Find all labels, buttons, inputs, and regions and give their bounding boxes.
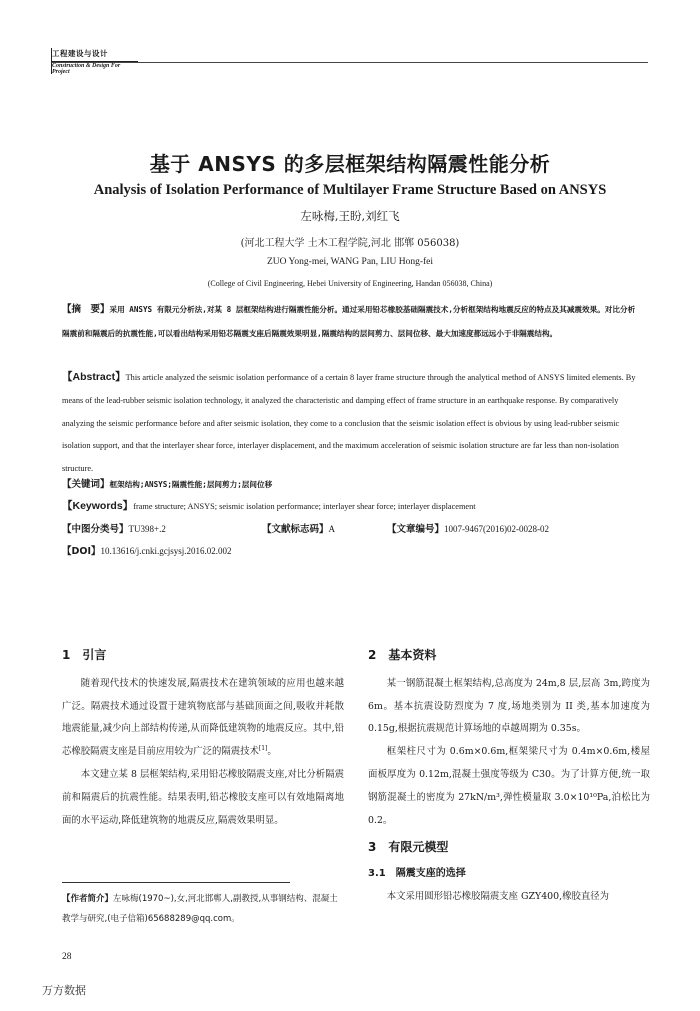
clc-value: TU398+.2 xyxy=(128,524,166,534)
section-2-paragraph-1: 某一钢筋混凝土框架结构,总高度为 24m,8 层,层高 3m,跨度为 6m。基本抗震设防烈度为 7 度,场地类别为 II 类,基本加速度为 0.15g,根据抗震规范计算场地的卓越周期为 0.35s。 xyxy=(368,677,650,735)
footnote-label: 【作者简介】 xyxy=(62,894,114,904)
doc-value: A xyxy=(328,524,336,534)
abstract-en-label: 【Abstract】 xyxy=(62,371,126,383)
article-number xyxy=(387,521,549,535)
citation-ref[interactable]: [1] xyxy=(258,745,268,753)
section-3-1-paragraph-1: 本文采用圆形铅芯橡胶隔震支座 GZY400,橡胶直径为 xyxy=(386,890,609,902)
section-1-paragraph-1 xyxy=(62,673,344,764)
abstract-en xyxy=(62,366,642,481)
doi-value: 10.13616/j.cnki.gcjsysj.2016.02.002 xyxy=(100,546,232,556)
section-2-heading: 2 基本资料 xyxy=(368,648,437,662)
keywords-cn-label: 【关键词】 xyxy=(62,479,110,490)
keywords-en-label: 【Keywords】 xyxy=(62,500,134,512)
abstract-cn-label: 【摘 要】 xyxy=(62,304,110,315)
keywords-cn xyxy=(62,476,642,490)
affiliation-en: (College of Civil Engineering, Hebei University of Engineering, Handan 056038, China) xyxy=(207,279,493,288)
section-1-heading: 1 引言 xyxy=(62,648,107,662)
footnote-text: 左咏梅(1970~),女,河北邯郸人,副教授,从事钢结构、混凝土教学与研究,(电子信箱)65688289@qq.com。 xyxy=(62,894,338,924)
author-footnote xyxy=(62,889,344,929)
clc-number xyxy=(62,521,166,535)
article-label: 【文章编号】 xyxy=(387,524,445,535)
keywords-cn-text: 框架结构;ANSYS;隔震性能;层间剪力;层间位移 xyxy=(109,480,273,489)
doi xyxy=(62,543,232,557)
doc-label: 【文献标志码】 xyxy=(262,524,329,535)
keywords-en xyxy=(62,498,642,513)
footnote-rule xyxy=(62,882,290,883)
title-en: Analysis of Isolation Performance of Multilayer Frame Structure Based on ANSYS xyxy=(93,182,607,198)
abstract-en-text: This article analyzed the seismic isolation performance of a certain 8 layer frame structure through the analytical method of ANSYS limited elements. By means of the lead-rubber seismic isolation technology, it analyzed the characteristic and damping effect of frame structure in an earthquake response. By comparatively analyzing the seismic performance before and after seismic isolation, they come to a conclusion that the seismic isolation effect is obvious by using lead-rubber seismic isolation support, and that the interlayer shear force, interlayer displacement, and the maximum acceleration of seismic isolation structure are far less than non-isolation structure. xyxy=(62,373,636,474)
authors-cn: 左咏梅,王盼,刘红飞 xyxy=(300,209,400,223)
doi-label: 【DOI】 xyxy=(62,546,101,557)
watermark: 万方数据 xyxy=(42,984,86,997)
title-cn: 基于 ANSYS 的多层框架结构隔震性能分析 xyxy=(149,152,551,176)
section-3-heading: 3 有限元模型 xyxy=(368,840,449,855)
abstract-cn xyxy=(62,298,642,345)
page-number: 28 xyxy=(62,952,72,962)
authors-en: ZUO Yong-mei, WANG Pan, LIU Hong-fei xyxy=(266,257,434,267)
clc-label: 【中图分类号】 xyxy=(62,524,129,535)
right-column xyxy=(368,644,650,909)
affiliation-cn: (河北工程大学 土木工程学院,河北 邯郸 056038) xyxy=(240,238,460,249)
abstract-cn-text: 采用 ANSYS 有限元分析法,对某 8 层框架结构进行隔震性能分析。通过采用铅芯橡胶基础隔震技术,分析框架结构地震反应的特点及其减震效果。对比分析隔震前和隔震后的抗震性能,可以看出结构采用铅芯隔震支座后隔震效果明显,隔震结构的层间剪力、层间位移、最大加速度都远远小于非隔震结构。 xyxy=(62,305,636,338)
journal-name-cn: 工程建设与设计 xyxy=(52,49,108,58)
header-rule xyxy=(52,62,648,63)
section-1-paragraph-2: 本文建立某 8 层框架结构,采用铅芯橡胶隔震支座,对比分析隔震前和隔震后的抗震性能。结果表明,铅芯橡胶支座可以有效地隔离地面的水平运动,降低建筑物的地震反应,隔震效果明显。 xyxy=(62,768,344,826)
article-value: 1007-9467(2016)02-0028-02 xyxy=(444,524,550,534)
journal-name-en: Construction & Design For Project xyxy=(52,61,138,75)
section-2-paragraph-2: 框架柱尺寸为 0.6m×0.6m,框架梁尺寸为 0.4m×0.6m,楼屋面板厚度为 0.12m,混凝土强度等级为 C30。为了计算方便,统一取钢筋混凝土的密度为 27kN/m³,弹性模量取 3.0×10¹⁰Pa,泊松比为 0.2。 xyxy=(368,746,650,826)
keywords-en-text: frame structure; ANSYS; seismic isolation performance; interlayer shear force; interlayer displacement xyxy=(133,502,476,511)
document-code xyxy=(262,521,335,535)
left-column xyxy=(62,644,344,832)
section-1-paragraph-1-text: 随着现代技术的快速发展,隔震技术在建筑领域的应用也越来越广泛。隔震技术通过设置于建筑物底部与基础顶面之间,吸收并耗散地震能量,减少向上部结构传递,从而降低建筑物的地震反应。其中,铅芯橡胶隔震支座是目前应用较为广泛的隔震技术 xyxy=(62,677,344,758)
section-3-1-heading: 3.1 隔震支座的选择 xyxy=(368,868,466,880)
section-1-paragraph-1-end: 。 xyxy=(267,746,277,758)
